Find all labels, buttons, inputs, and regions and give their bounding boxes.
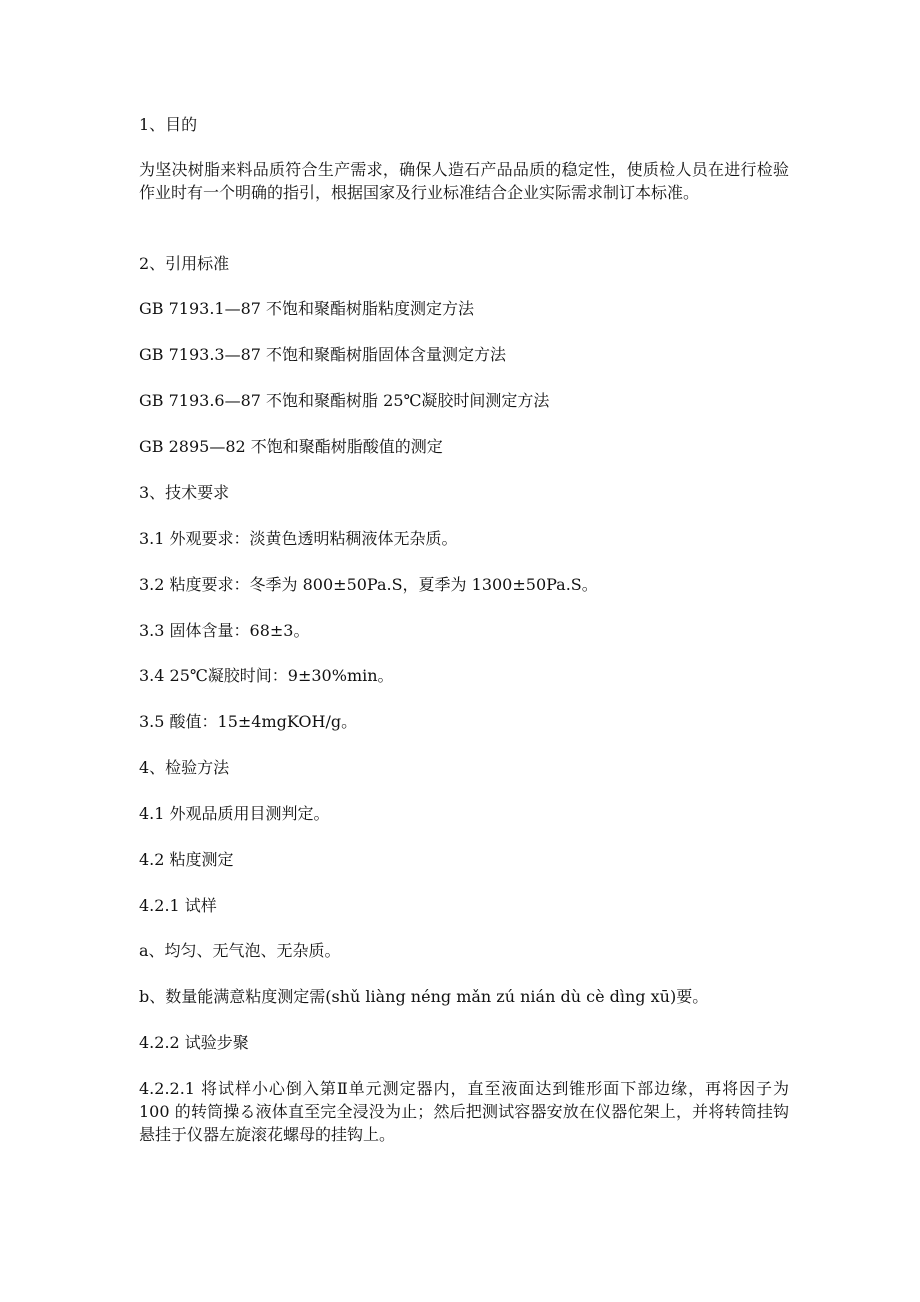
heading-requirements: 3、技术要求 — [139, 483, 230, 502]
subheading-procedure: 4.2.2 试验步聚 — [139, 1033, 249, 1052]
requirement-item: 3.4 25℃凝胶时间：9±30%min。 — [139, 666, 394, 685]
requirement-item: 3.1 外观要求：淡黄色透明粘稠液体无杂质。 — [139, 529, 458, 548]
reference-item: GB 2895—82 不饱和聚酯树脂酸值的测定 — [139, 437, 443, 456]
reference-item: GB 7193.3—87 不饱和聚酯树脂固体含量测定方法 — [139, 345, 507, 364]
subheading-sample: 4.2.1 试样 — [139, 896, 217, 915]
requirement-item: 3.2 粘度要求：冬季为 800±50Pa.S，夏季为 1300±50Pa.S。 — [139, 575, 598, 594]
heading-references: 2、引用标准 — [139, 254, 230, 273]
sample-item: b、数量能满意粘度测定需(shǔ liàng néng mǎn zú nián dù cè dìng xū)要。 — [139, 987, 709, 1006]
reference-item: GB 7193.1—87 不饱和聚酯树脂粘度测定方法 — [139, 299, 475, 318]
requirement-item: 3.5 酸值：15±4mgKOH/g。 — [139, 712, 358, 731]
method-item: 4.1 外观品质用目测判定。 — [139, 804, 330, 823]
requirement-item: 3.3 固体含量：68±3。 — [139, 621, 310, 640]
paragraph-purpose: 为坚决树脂来料品质符合生产需求，确保人造石产品品质的稳定性，使质检人员在进行检验作业时有一个明确的指引，根据国家及行业标准结合企业实际需求制订本标准。 — [139, 160, 789, 202]
sample-item: a、均匀、无气泡、无杂质。 — [139, 941, 341, 960]
heading-test-methods: 4、检验方法 — [139, 758, 230, 777]
subheading-viscosity: 4.2 粘度测定 — [139, 850, 234, 869]
heading-purpose: 1、目的 — [139, 115, 198, 134]
procedure-paragraph: 4.2.2.1 将试样小心倒入第Ⅱ单元测定器内，直至液面达到锥形面下部边缘，再将因子为 100 的转筒操る液体直至完全浸没为止；然后把测试容器安放在仪器佗架上，并将转筒挂钩悬挂于仪器左旋滚花螺母的挂钩上。 — [139, 1079, 789, 1144]
reference-item: GB 7193.6—87 不饱和聚酯树脂 25℃凝胶时间测定方法 — [139, 391, 550, 410]
